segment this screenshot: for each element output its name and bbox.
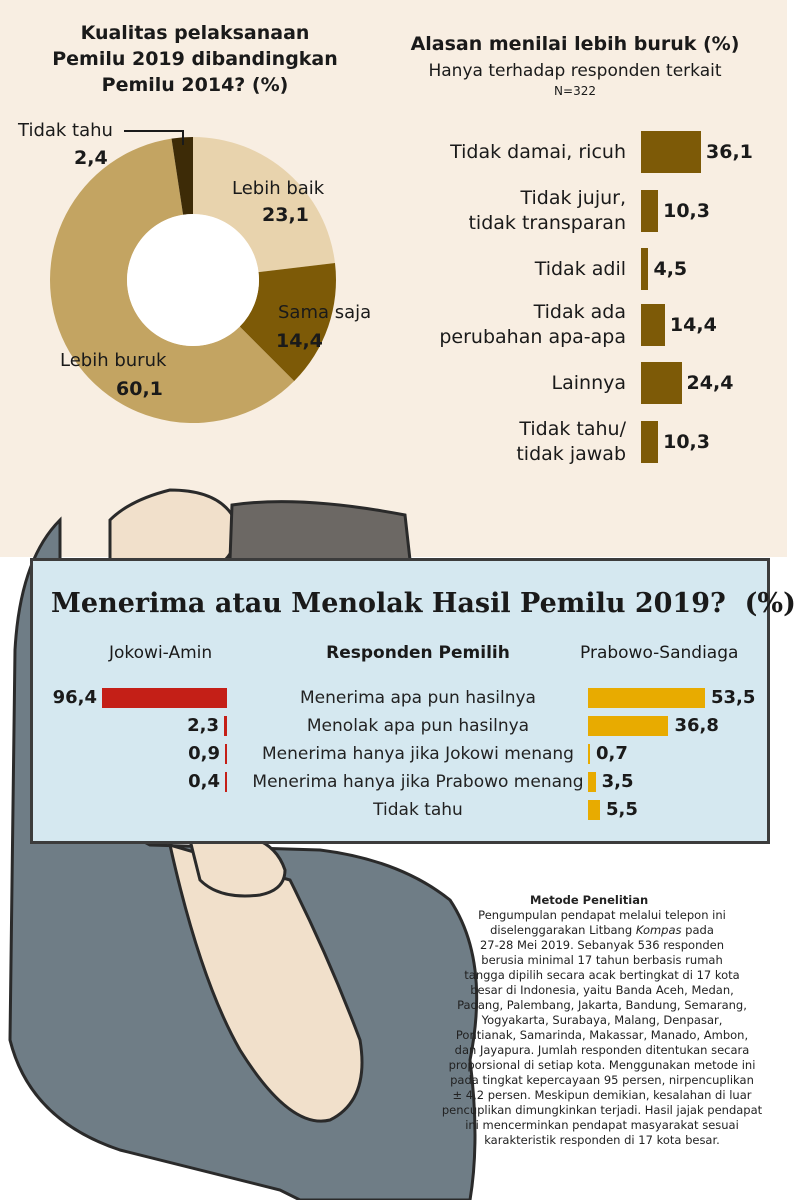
reason-bar	[641, 190, 658, 232]
reason-label: Tidak damai, ricuh	[450, 140, 626, 163]
reason-value: 24,4	[686, 372, 734, 394]
prabowo-bar	[588, 744, 590, 764]
acceptance-row-label: Tidak tahu	[373, 800, 463, 820]
methodology-line: berusia minimal 17 tahun berbasis rumah	[481, 953, 723, 967]
label-sama-saja: Sama saja	[278, 302, 372, 323]
methodology-line: besar di Indonesia, yaitu Banda Aceh, Medan,	[470, 983, 734, 997]
acceptance-row-label: Menerima apa pun hasilnya	[300, 688, 536, 708]
acceptance-panel	[30, 558, 796, 844]
leader-line	[0, 0, 200, 160]
methodology-title: Metode Penelitian	[530, 893, 649, 907]
reasons-title: Alasan menilai lebih buruk (%)	[410, 33, 740, 55]
reasons-sample-size: N=322	[554, 84, 596, 98]
jokowi-value: 96,4	[52, 687, 97, 708]
methodology-line: pencuplikan dimungkinkan terjadi. Hasil jajak pendapat	[441, 1103, 763, 1117]
value-sama-saja: 14,4	[276, 330, 323, 352]
methodology-line: 27-28 Mei 2019. Sebanyak 536 responden	[479, 938, 725, 952]
reason-label: Tidak ada perubahan apa-apa	[439, 301, 626, 348]
methodology-line: Yogyakarta, Surabaya, Malang, Denpasar,	[481, 1013, 723, 1027]
hand-top	[110, 490, 236, 560]
reason-bar	[641, 131, 701, 173]
prabowo-bar	[588, 716, 668, 736]
label-lebih-buruk: Lebih buruk	[60, 350, 167, 371]
header-jokowi: Jokowi-Amin	[109, 643, 213, 663]
methodology-line: diselenggarakan Litbang Kompas pada	[490, 923, 714, 937]
value-tidak-tahu: 2,4	[74, 147, 108, 169]
reason-value: 10,3	[663, 200, 710, 222]
prabowo-value: 36,8	[674, 715, 719, 736]
label-lebih-baik: Lebih baik	[232, 178, 325, 199]
methodology-line: ini mencerminkan pendapat masyarakat sesuai	[465, 1118, 739, 1132]
header-prabowo: Prabowo-Sandiaga	[580, 643, 739, 663]
reason-bar	[641, 421, 658, 463]
jokowi-value: 2,3	[187, 715, 220, 736]
prabowo-bar	[588, 772, 596, 792]
reason-bar	[641, 248, 648, 290]
methodology-line: tangga dipilih secara acak bertingkat di 17 kota	[464, 968, 740, 982]
reason-value: 10,3	[663, 431, 710, 453]
acceptance-row-label: Menolak apa pun hasilnya	[306, 716, 530, 736]
reason-bar	[641, 362, 682, 404]
reason-label: Lainnya	[551, 371, 626, 394]
jokowi-bar	[225, 772, 227, 792]
methodology-line: dan Jayapura. Jumlah responden ditentukan secara	[454, 1043, 750, 1057]
reason-value: 14,4	[669, 314, 717, 336]
methodology-text	[432, 893, 772, 1148]
prabowo-value: 5,5	[606, 799, 638, 820]
methodology-line: Pengumpulan pendapat melalui telepon ini	[478, 908, 726, 922]
prabowo-value: 53,5	[711, 687, 756, 708]
acceptance-row-label: Menerima hanya jika Prabowo menang	[252, 772, 584, 792]
acceptance-title: Menerima atau Menolak Hasil Pemilu 2019? (%)	[51, 588, 796, 619]
label-tidak-tahu: Tidak tahu	[18, 120, 113, 141]
acceptance-row-label: Menerima hanya jika Jokowi menang	[262, 744, 574, 764]
methodology-line: proporsional di setiap kota. Menggunakan metode ini	[448, 1058, 756, 1072]
jokowi-value: 0,4	[188, 771, 220, 792]
methodology-line: ± 4,2 persen. Meskipun demikian, kesalahan di luar	[452, 1088, 752, 1102]
value-lebih-baik: 23,1	[262, 204, 309, 226]
reason-value: 4,5	[653, 258, 688, 280]
reasons-subtitle: Hanya terhadap responden terkait	[428, 61, 722, 81]
methodology-line: pada tingkat kepercayaan 95 persen, nirpencuplikan	[450, 1073, 754, 1087]
methodology-line: Padang, Palembang, Jakarta, Bandung, Semarang,	[457, 998, 747, 1012]
methodology-line: Pontianak, Samarinda, Makassar, Manado, Ambon,	[455, 1028, 749, 1042]
jokowi-bar	[225, 744, 227, 764]
methodology-body	[432, 938, 772, 1148]
reason-label: Tidak adil	[534, 257, 626, 280]
prabowo-value: 0,7	[596, 743, 628, 764]
reason-label: Tidak tahu/ tidak jawab	[516, 418, 626, 465]
prabowo-bar	[588, 688, 705, 708]
donut-title: Kualitas pelaksanaan Pemilu 2019 dibandingkan Pemilu 2014? (%)	[52, 22, 338, 96]
jokowi-bar	[102, 688, 227, 708]
sign-top-edge	[230, 502, 410, 560]
methodology-line: karakteristik responden di 17 kota besar.	[484, 1133, 720, 1147]
value-lebih-buruk: 60,1	[116, 378, 163, 400]
header-respondents: Responden Pemilih	[326, 643, 510, 663]
prabowo-bar	[588, 800, 600, 820]
donut-hole	[127, 214, 259, 346]
jokowi-value: 0,9	[188, 743, 220, 764]
jokowi-bar	[224, 716, 227, 736]
reason-label: Tidak jujur, tidak transparan	[468, 187, 626, 234]
reason-value: 36,1	[706, 141, 753, 163]
prabowo-value: 3,5	[601, 771, 634, 792]
reason-bar	[641, 304, 665, 346]
